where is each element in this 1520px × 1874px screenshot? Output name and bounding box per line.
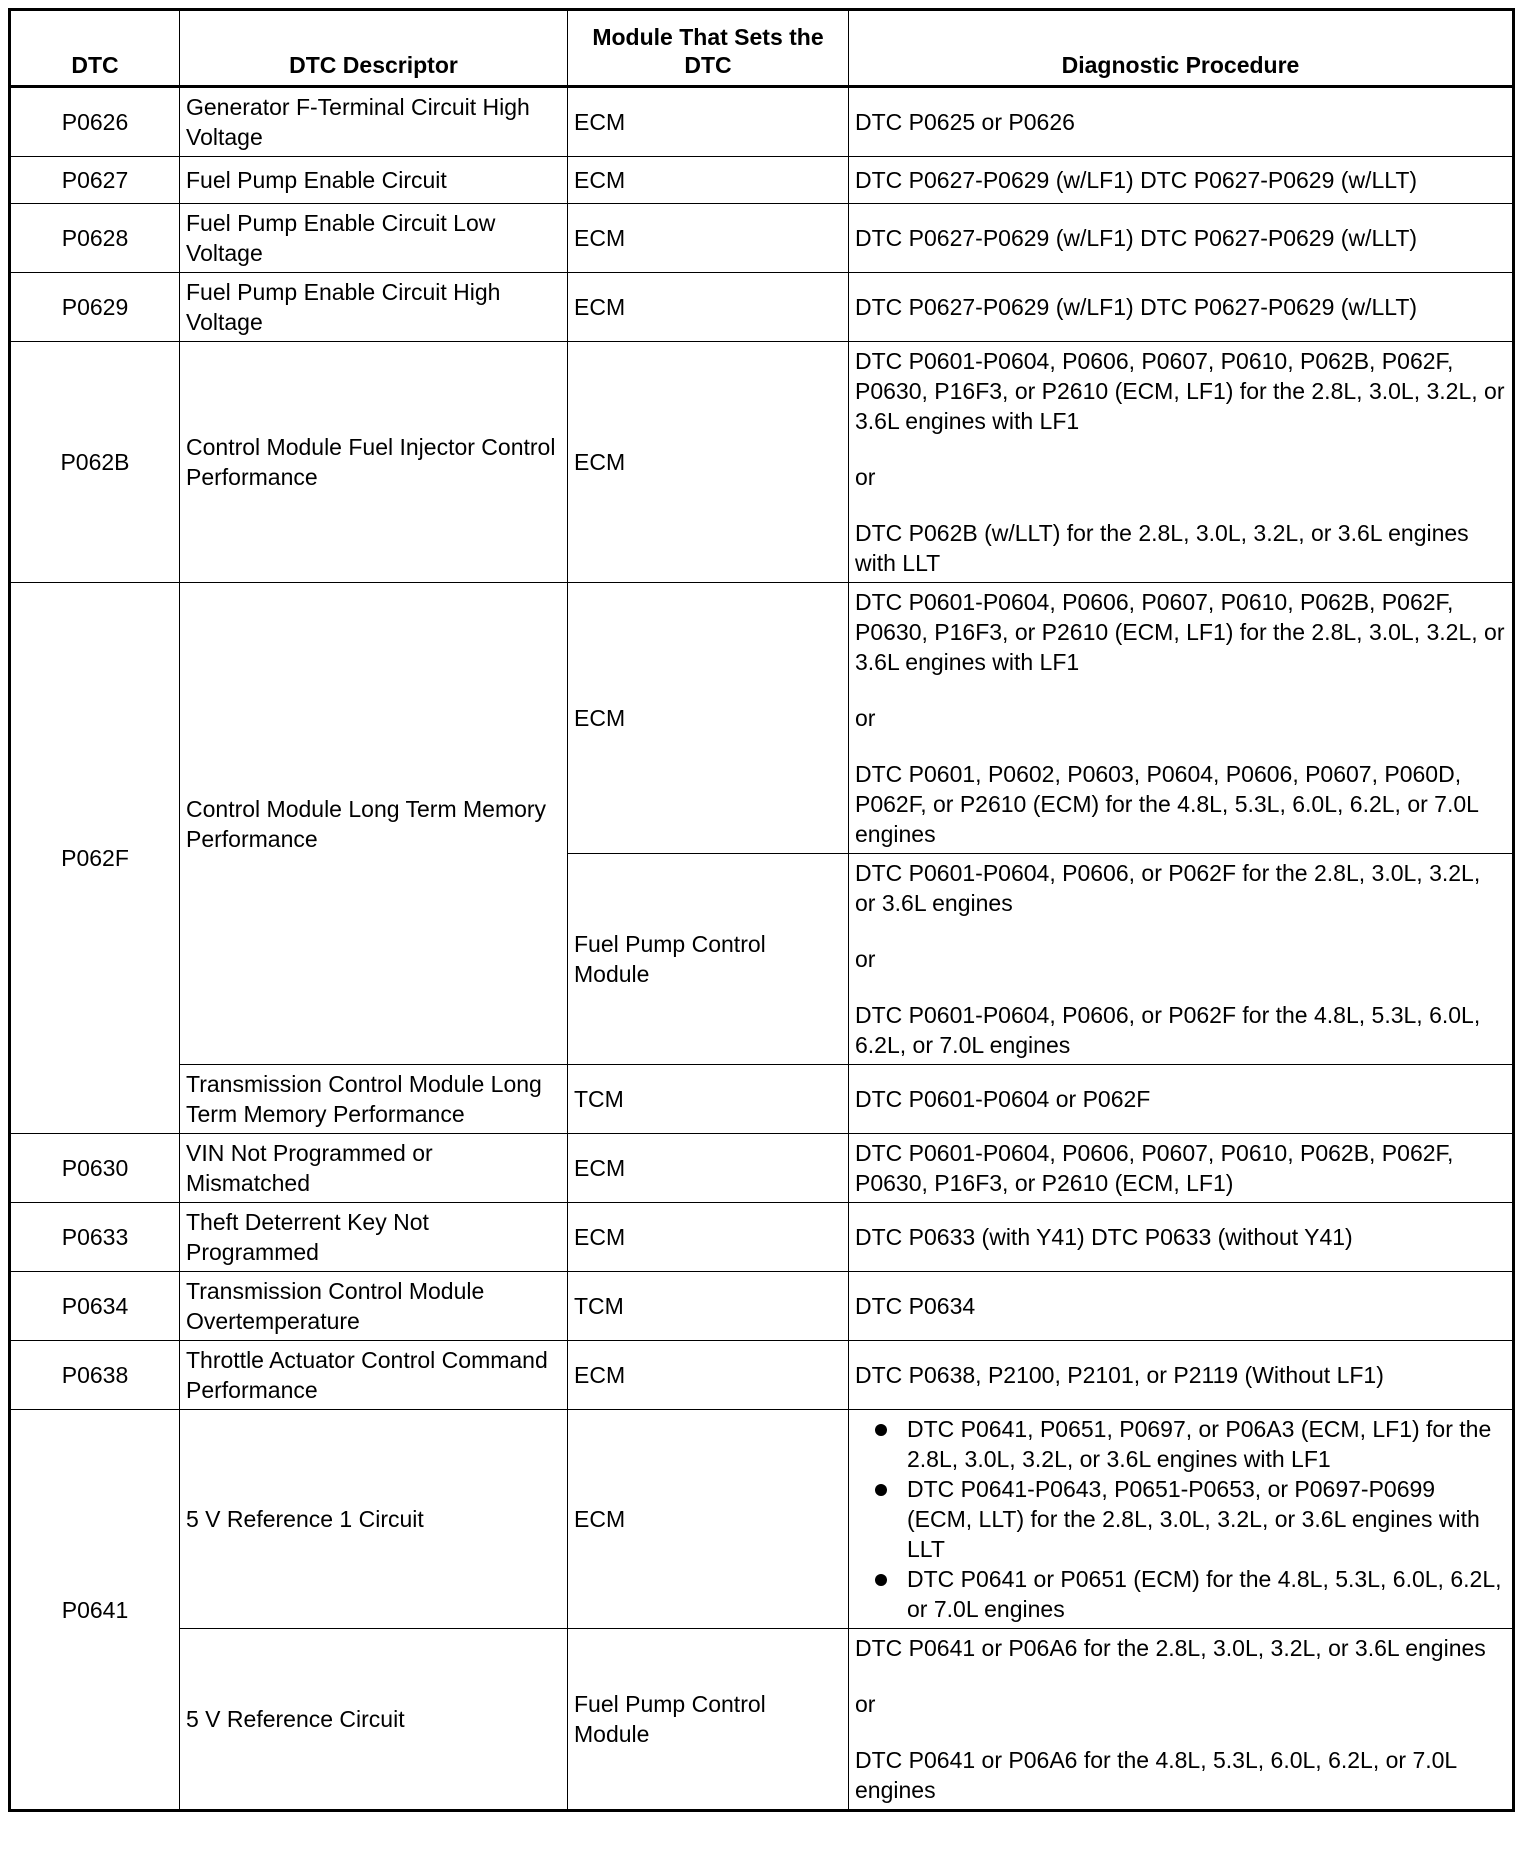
dtc-code: P0638 — [10, 1341, 180, 1410]
dtc-module: ECM — [568, 204, 849, 273]
dtc-procedure: DTC P0601-P0604, P0606, P0607, P0610, P062B, P062F, P0630, P16F3, or P2610 (ECM, LF1) — [849, 1134, 1514, 1203]
procedure-gap — [855, 733, 1506, 759]
dtc-procedure: DTC P0627-P0629 (w/LF1) DTC P0627-P0629 (w/LLT) — [849, 157, 1514, 204]
dtc-code: P0633 — [10, 1203, 180, 1272]
dtc-descriptor: Fuel Pump Enable Circuit Low Voltage — [180, 204, 568, 273]
procedure-or: or — [855, 1691, 876, 1717]
dtc-code: P0630 — [10, 1134, 180, 1203]
dtc-procedure: DTC P0638, P2100, P2101, or P2119 (Without LF1) — [849, 1341, 1514, 1410]
dtc-module: ECM — [568, 157, 849, 204]
list-item: DTC P0641-P0643, P0651-P0653, or P0697-P0699 (ECM, LLT) for the 2.8L, 3.0L, 3.2L, or 3.6L engines with LLT — [867, 1474, 1506, 1564]
dtc-procedure — [849, 1629, 1514, 1811]
procedure-text: DTC P0601, P0602, P0603, P0604, P0606, P0607, P060D, P062F, or P2610 (ECM) for the 4.8L, 5.3L, 6.0L, 6.2L, or 7.0L engines — [855, 761, 1479, 847]
procedure-gap — [855, 1663, 1506, 1689]
dtc-descriptor: 5 V Reference Circuit — [180, 1629, 568, 1811]
procedure-text: DTC P0601-P0604, P0606, P0607, P0610, P062B, P062F, P0630, P16F3, or P2610 (ECM, LF1) for the 2.8L, 3.0L, 3.2L, or 3.6L engines with LF1 — [855, 589, 1505, 675]
procedure-text: DTC P0601-P0604, P0606, or P062F for the 2.8L, 3.0L, 3.2L, or 3.6L engines — [855, 860, 1481, 916]
dtc-code: P0634 — [10, 1272, 180, 1341]
table-row — [10, 1629, 1514, 1811]
procedure-text: DTC P0601-P0604, P0606, or P062F for the 4.8L, 5.3L, 6.0L, 6.2L, or 7.0L engines — [855, 1002, 1481, 1058]
dtc-code: P0626 — [10, 87, 180, 157]
header-procedure: Diagnostic Procedure — [849, 10, 1514, 87]
dtc-code: P062F — [10, 583, 180, 1134]
dtc-code: P062B — [10, 342, 180, 583]
list-item: DTC P0641, P0651, P0697, or P06A3 (ECM, LF1) for the 2.8L, 3.0L, 3.2L, or 3.6L engines with LF1 — [867, 1414, 1506, 1474]
table-row — [10, 1134, 1514, 1203]
procedure-gap — [855, 677, 1506, 703]
procedure-text: DTC P0641 or P06A6 for the 2.8L, 3.0L, 3.2L, or 3.6L engines — [855, 1635, 1486, 1661]
dtc-table-container — [8, 8, 1512, 1812]
table-row — [10, 342, 1514, 583]
table-row — [10, 1410, 1514, 1629]
table-row — [10, 204, 1514, 273]
dtc-code: P0629 — [10, 273, 180, 342]
header-module: Module That Sets the DTC — [568, 10, 849, 87]
procedure-or: or — [855, 946, 876, 972]
dtc-procedure — [849, 342, 1514, 583]
header-descriptor: DTC Descriptor — [180, 10, 568, 87]
dtc-code: P0628 — [10, 204, 180, 273]
procedure-gap — [855, 436, 1506, 462]
dtc-procedure: DTC P0625 or P0626 — [849, 87, 1514, 157]
procedure-bullet-list — [855, 1414, 1506, 1624]
table-row — [10, 1065, 1514, 1134]
dtc-descriptor: Control Module Long Term Memory Performance — [180, 583, 568, 1065]
table-row — [10, 583, 1514, 854]
procedure-gap — [855, 974, 1506, 1000]
dtc-descriptor: Generator F-Terminal Circuit High Voltage — [180, 87, 568, 157]
table-header-row — [10, 10, 1514, 87]
dtc-module: ECM — [568, 1134, 849, 1203]
procedure-or: or — [855, 705, 876, 731]
dtc-table — [8, 8, 1515, 1812]
dtc-module: ECM — [568, 1341, 849, 1410]
dtc-module: ECM — [568, 87, 849, 157]
dtc-module: ECM — [568, 1410, 849, 1629]
dtc-procedure: DTC P0601-P0604 or P062F — [849, 1065, 1514, 1134]
procedure-text: DTC P0641 or P06A6 for the 4.8L, 5.3L, 6.0L, 6.2L, or 7.0L engines — [855, 1747, 1457, 1803]
table-row — [10, 1341, 1514, 1410]
dtc-procedure — [849, 854, 1514, 1065]
dtc-module: ECM — [568, 583, 849, 854]
procedure-text: DTC P062B (w/LLT) for the 2.8L, 3.0L, 3.2L, or 3.6L engines with LLT — [855, 520, 1469, 576]
dtc-module: ECM — [568, 342, 849, 583]
table-row — [10, 157, 1514, 204]
procedure-or: or — [855, 464, 876, 490]
table-row — [10, 1272, 1514, 1341]
dtc-descriptor: Fuel Pump Enable Circuit — [180, 157, 568, 204]
dtc-procedure — [849, 583, 1514, 854]
dtc-module: ECM — [568, 1203, 849, 1272]
header-dtc: DTC — [10, 10, 180, 87]
table-row — [10, 273, 1514, 342]
dtc-procedure: DTC P0634 — [849, 1272, 1514, 1341]
dtc-code: P0641 — [10, 1410, 180, 1811]
dtc-code: P0627 — [10, 157, 180, 204]
dtc-descriptor: Theft Deterrent Key Not Programmed — [180, 1203, 568, 1272]
dtc-descriptor: Control Module Fuel Injector Control Performance — [180, 342, 568, 583]
procedure-gap — [855, 492, 1506, 518]
dtc-module: TCM — [568, 1272, 849, 1341]
dtc-descriptor: VIN Not Programmed or Mismatched — [180, 1134, 568, 1203]
procedure-gap — [855, 918, 1506, 944]
table-row — [10, 87, 1514, 157]
procedure-gap — [855, 1719, 1506, 1745]
dtc-procedure: DTC P0633 (with Y41) DTC P0633 (without Y41) — [849, 1203, 1514, 1272]
procedure-text: DTC P0601-P0604, P0606, P0607, P0610, P062B, P062F, P0630, P16F3, or P2610 (ECM, LF1) for the 2.8L, 3.0L, 3.2L, or 3.6L engines with LF1 — [855, 348, 1505, 434]
list-item: DTC P0641 or P0651 (ECM) for the 4.8L, 5.3L, 6.0L, 6.2L, or 7.0L engines — [867, 1564, 1506, 1624]
dtc-module: TCM — [568, 1065, 849, 1134]
dtc-descriptor: Fuel Pump Enable Circuit High Voltage — [180, 273, 568, 342]
table-row — [10, 1203, 1514, 1272]
dtc-procedure: DTC P0627-P0629 (w/LF1) DTC P0627-P0629 (w/LLT) — [849, 273, 1514, 342]
dtc-module: Fuel Pump Control Module — [568, 1629, 849, 1811]
dtc-descriptor: Throttle Actuator Control Command Performance — [180, 1341, 568, 1410]
dtc-module: ECM — [568, 273, 849, 342]
dtc-descriptor: 5 V Reference 1 Circuit — [180, 1410, 568, 1629]
dtc-procedure — [849, 1410, 1514, 1629]
dtc-procedure: DTC P0627-P0629 (w/LF1) DTC P0627-P0629 (w/LLT) — [849, 204, 1514, 273]
dtc-descriptor: Transmission Control Module Long Term Memory Performance — [180, 1065, 568, 1134]
dtc-module: Fuel Pump Control Module — [568, 854, 849, 1065]
dtc-descriptor: Transmission Control Module Overtemperature — [180, 1272, 568, 1341]
